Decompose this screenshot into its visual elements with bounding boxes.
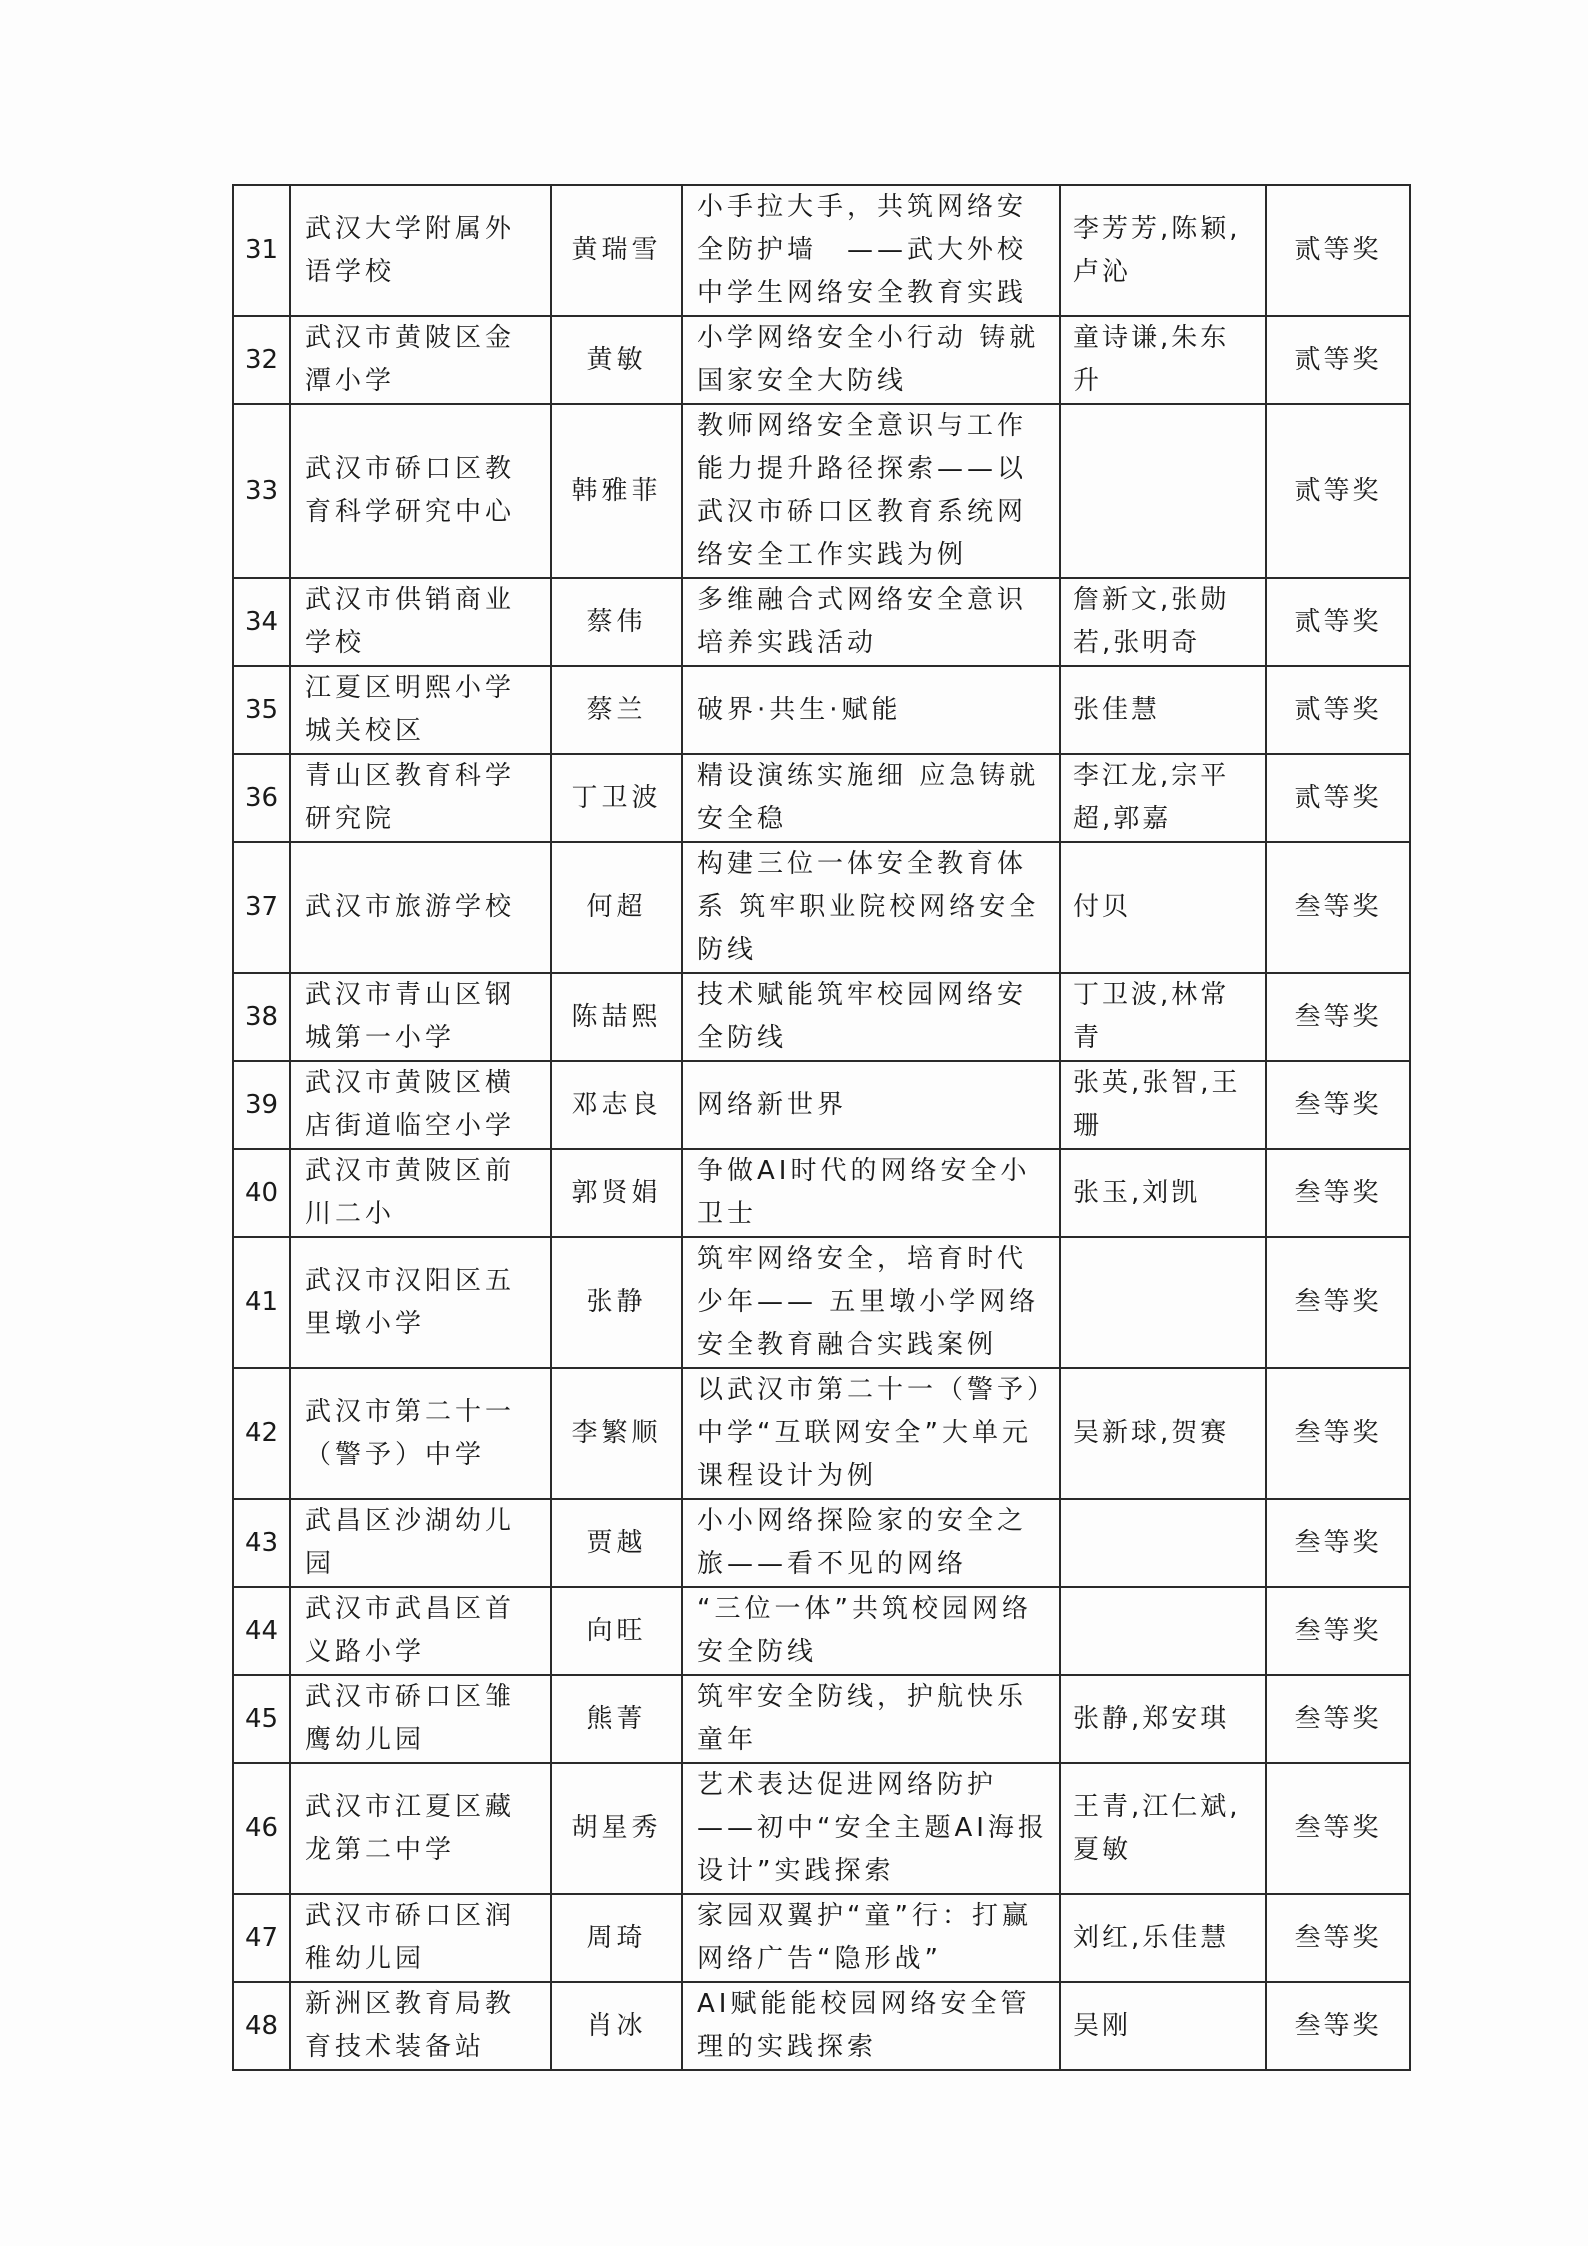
unit-cell: 武汉市硚口区教育科学研究中心 xyxy=(290,404,551,578)
row-number: 38 xyxy=(233,973,290,1061)
award-cell: 叁等奖 xyxy=(1266,1675,1410,1763)
unit-cell: 武汉市旅游学校 xyxy=(290,842,551,973)
author-cell: 郭贤娟 xyxy=(551,1149,682,1237)
title-cell: 筑牢安全防线，护航快乐童年 xyxy=(682,1675,1060,1763)
table-row xyxy=(233,1237,1410,1368)
award-cell: 叁等奖 xyxy=(1266,1587,1410,1675)
collaborators-cell: 张静,郑安琪 xyxy=(1060,1675,1266,1763)
title-cell: 艺术表达促进网络防护——初中“安全主题AI海报设计”实践探索 xyxy=(682,1763,1060,1894)
award-cell: 贰等奖 xyxy=(1266,404,1410,578)
title-cell: 筑牢网络安全，培育时代少年—— 五里墩小学网络安全教育融合实践案例 xyxy=(682,1237,1060,1368)
collaborators-cell xyxy=(1060,1237,1266,1368)
row-number: 33 xyxy=(233,404,290,578)
collaborators-cell: 王青,江仁斌,夏敏 xyxy=(1060,1763,1266,1894)
unit-cell: 武汉市供销商业学校 xyxy=(290,578,551,666)
table-row xyxy=(233,185,1410,316)
table-row xyxy=(233,754,1410,842)
table-row xyxy=(233,316,1410,404)
title-cell: 小手拉大手，共筑网络安全防护墙 ——武大外校中学生网络安全教育实践 xyxy=(682,185,1060,316)
award-cell: 叁等奖 xyxy=(1266,1368,1410,1499)
row-number: 31 xyxy=(233,185,290,316)
row-number: 42 xyxy=(233,1368,290,1499)
author-cell: 黄瑞雪 xyxy=(551,185,682,316)
author-cell: 蔡兰 xyxy=(551,666,682,754)
author-cell: 韩雅菲 xyxy=(551,404,682,578)
row-number: 32 xyxy=(233,316,290,404)
table-row xyxy=(233,1587,1410,1675)
award-cell: 叁等奖 xyxy=(1266,973,1410,1061)
title-cell: 技术赋能筑牢校园网络安全防线 xyxy=(682,973,1060,1061)
unit-cell: 武汉市黄陂区前川二小 xyxy=(290,1149,551,1237)
collaborators-cell: 李江龙,宗平超,郭嘉 xyxy=(1060,754,1266,842)
table-row xyxy=(233,1894,1410,1982)
collaborators-cell: 童诗谦,朱东升 xyxy=(1060,316,1266,404)
row-number: 35 xyxy=(233,666,290,754)
table-row xyxy=(233,842,1410,973)
collaborators-cell xyxy=(1060,1587,1266,1675)
row-number: 40 xyxy=(233,1149,290,1237)
table-row xyxy=(233,1149,1410,1237)
title-cell: 家园双翼护“童”行：打赢网络广告“隐形战” xyxy=(682,1894,1060,1982)
collaborators-cell: 张玉,刘凯 xyxy=(1060,1149,1266,1237)
award-cell: 叁等奖 xyxy=(1266,842,1410,973)
unit-cell: 武汉市青山区钢城第一小学 xyxy=(290,973,551,1061)
row-number: 48 xyxy=(233,1982,290,2070)
table-row xyxy=(233,973,1410,1061)
unit-cell: 新洲区教育局教育技术装备站 xyxy=(290,1982,551,2070)
collaborators-cell xyxy=(1060,404,1266,578)
unit-cell: 武汉市硚口区雏鹰幼儿园 xyxy=(290,1675,551,1763)
unit-cell: 武昌区沙湖幼儿园 xyxy=(290,1499,551,1587)
collaborators-cell: 刘红,乐佳慧 xyxy=(1060,1894,1266,1982)
award-cell: 贰等奖 xyxy=(1266,578,1410,666)
row-number: 46 xyxy=(233,1763,290,1894)
author-cell: 熊菁 xyxy=(551,1675,682,1763)
collaborators-cell: 吴刚 xyxy=(1060,1982,1266,2070)
award-cell: 贰等奖 xyxy=(1266,316,1410,404)
table-row xyxy=(233,1499,1410,1587)
row-number: 45 xyxy=(233,1675,290,1763)
row-number: 37 xyxy=(233,842,290,973)
awards-table-body xyxy=(233,185,1410,2070)
row-number: 36 xyxy=(233,754,290,842)
unit-cell: 武汉市黄陂区横店街道临空小学 xyxy=(290,1061,551,1149)
award-cell: 叁等奖 xyxy=(1266,1982,1410,2070)
author-cell: 黄敏 xyxy=(551,316,682,404)
award-cell: 贰等奖 xyxy=(1266,754,1410,842)
author-cell: 贾越 xyxy=(551,1499,682,1587)
award-cell: 叁等奖 xyxy=(1266,1894,1410,1982)
author-cell: 张静 xyxy=(551,1237,682,1368)
award-cell: 叁等奖 xyxy=(1266,1149,1410,1237)
award-cell: 叁等奖 xyxy=(1266,1499,1410,1587)
unit-cell: 武汉市武昌区首义路小学 xyxy=(290,1587,551,1675)
table-row xyxy=(233,1368,1410,1499)
author-cell: 胡星秀 xyxy=(551,1763,682,1894)
collaborators-cell: 李芳芳,陈颖,卢沁 xyxy=(1060,185,1266,316)
author-cell: 周琦 xyxy=(551,1894,682,1982)
author-cell: 邓志良 xyxy=(551,1061,682,1149)
unit-cell: 青山区教育科学研究院 xyxy=(290,754,551,842)
table-row xyxy=(233,1982,1410,2070)
collaborators-cell: 吴新球,贺赛 xyxy=(1060,1368,1266,1499)
title-cell: 构建三位一体安全教育体系 筑牢职业院校网络安全防线 xyxy=(682,842,1060,973)
award-cell: 叁等奖 xyxy=(1266,1763,1410,1894)
award-cell: 叁等奖 xyxy=(1266,1237,1410,1368)
title-cell: 以武汉市第二十一（警予）中学“互联网安全”大单元课程设计为例 xyxy=(682,1368,1060,1499)
title-cell: 教师网络安全意识与工作能力提升路径探索——以武汉市硚口区教育系统网络安全工作实践为例 xyxy=(682,404,1060,578)
title-cell: 网络新世界 xyxy=(682,1061,1060,1149)
title-cell: 破界·共生·赋能 xyxy=(682,666,1060,754)
collaborators-cell xyxy=(1060,1499,1266,1587)
table-row xyxy=(233,1763,1410,1894)
collaborators-cell: 张英,张智,王珊 xyxy=(1060,1061,1266,1149)
row-number: 44 xyxy=(233,1587,290,1675)
row-number: 41 xyxy=(233,1237,290,1368)
unit-cell: 武汉市黄陂区金潭小学 xyxy=(290,316,551,404)
title-cell: AI赋能能校园网络安全管理的实践探索 xyxy=(682,1982,1060,2070)
title-cell: 小学网络安全小行动 铸就国家安全大防线 xyxy=(682,316,1060,404)
author-cell: 丁卫波 xyxy=(551,754,682,842)
title-cell: 精设演练实施细 应急铸就安全稳 xyxy=(682,754,1060,842)
author-cell: 向旺 xyxy=(551,1587,682,1675)
award-cell: 贰等奖 xyxy=(1266,185,1410,316)
title-cell: 争做AI时代的网络安全小卫士 xyxy=(682,1149,1060,1237)
award-cell: 贰等奖 xyxy=(1266,666,1410,754)
collaborators-cell: 詹新文,张勋若,张明奇 xyxy=(1060,578,1266,666)
title-cell: 多维融合式网络安全意识培养实践活动 xyxy=(682,578,1060,666)
author-cell: 肖冰 xyxy=(551,1982,682,2070)
collaborators-cell: 张佳慧 xyxy=(1060,666,1266,754)
row-number: 39 xyxy=(233,1061,290,1149)
award-cell: 叁等奖 xyxy=(1266,1061,1410,1149)
unit-cell: 武汉市硚口区润稚幼儿园 xyxy=(290,1894,551,1982)
row-number: 43 xyxy=(233,1499,290,1587)
row-number: 34 xyxy=(233,578,290,666)
unit-cell: 武汉大学附属外语学校 xyxy=(290,185,551,316)
row-number: 47 xyxy=(233,1894,290,1982)
unit-cell: 武汉市汉阳区五里墩小学 xyxy=(290,1237,551,1368)
author-cell: 陈喆熙 xyxy=(551,973,682,1061)
collaborators-cell: 丁卫波,林常青 xyxy=(1060,973,1266,1061)
table-row xyxy=(233,1061,1410,1149)
table-row xyxy=(233,666,1410,754)
unit-cell: 武汉市江夏区藏龙第二中学 xyxy=(290,1763,551,1894)
title-cell: “三位一体”共筑校园网络安全防线 xyxy=(682,1587,1060,1675)
author-cell: 李繁顺 xyxy=(551,1368,682,1499)
table-row xyxy=(233,578,1410,666)
author-cell: 何超 xyxy=(551,842,682,973)
table-row xyxy=(233,404,1410,578)
awards-table xyxy=(232,184,1411,2071)
table-row xyxy=(233,1675,1410,1763)
unit-cell: 武汉市第二十一（警予）中学 xyxy=(290,1368,551,1499)
unit-cell: 江夏区明熙小学城关校区 xyxy=(290,666,551,754)
author-cell: 蔡伟 xyxy=(551,578,682,666)
collaborators-cell: 付贝 xyxy=(1060,842,1266,973)
title-cell: 小小网络探险家的安全之旅——看不见的网络 xyxy=(682,1499,1060,1587)
